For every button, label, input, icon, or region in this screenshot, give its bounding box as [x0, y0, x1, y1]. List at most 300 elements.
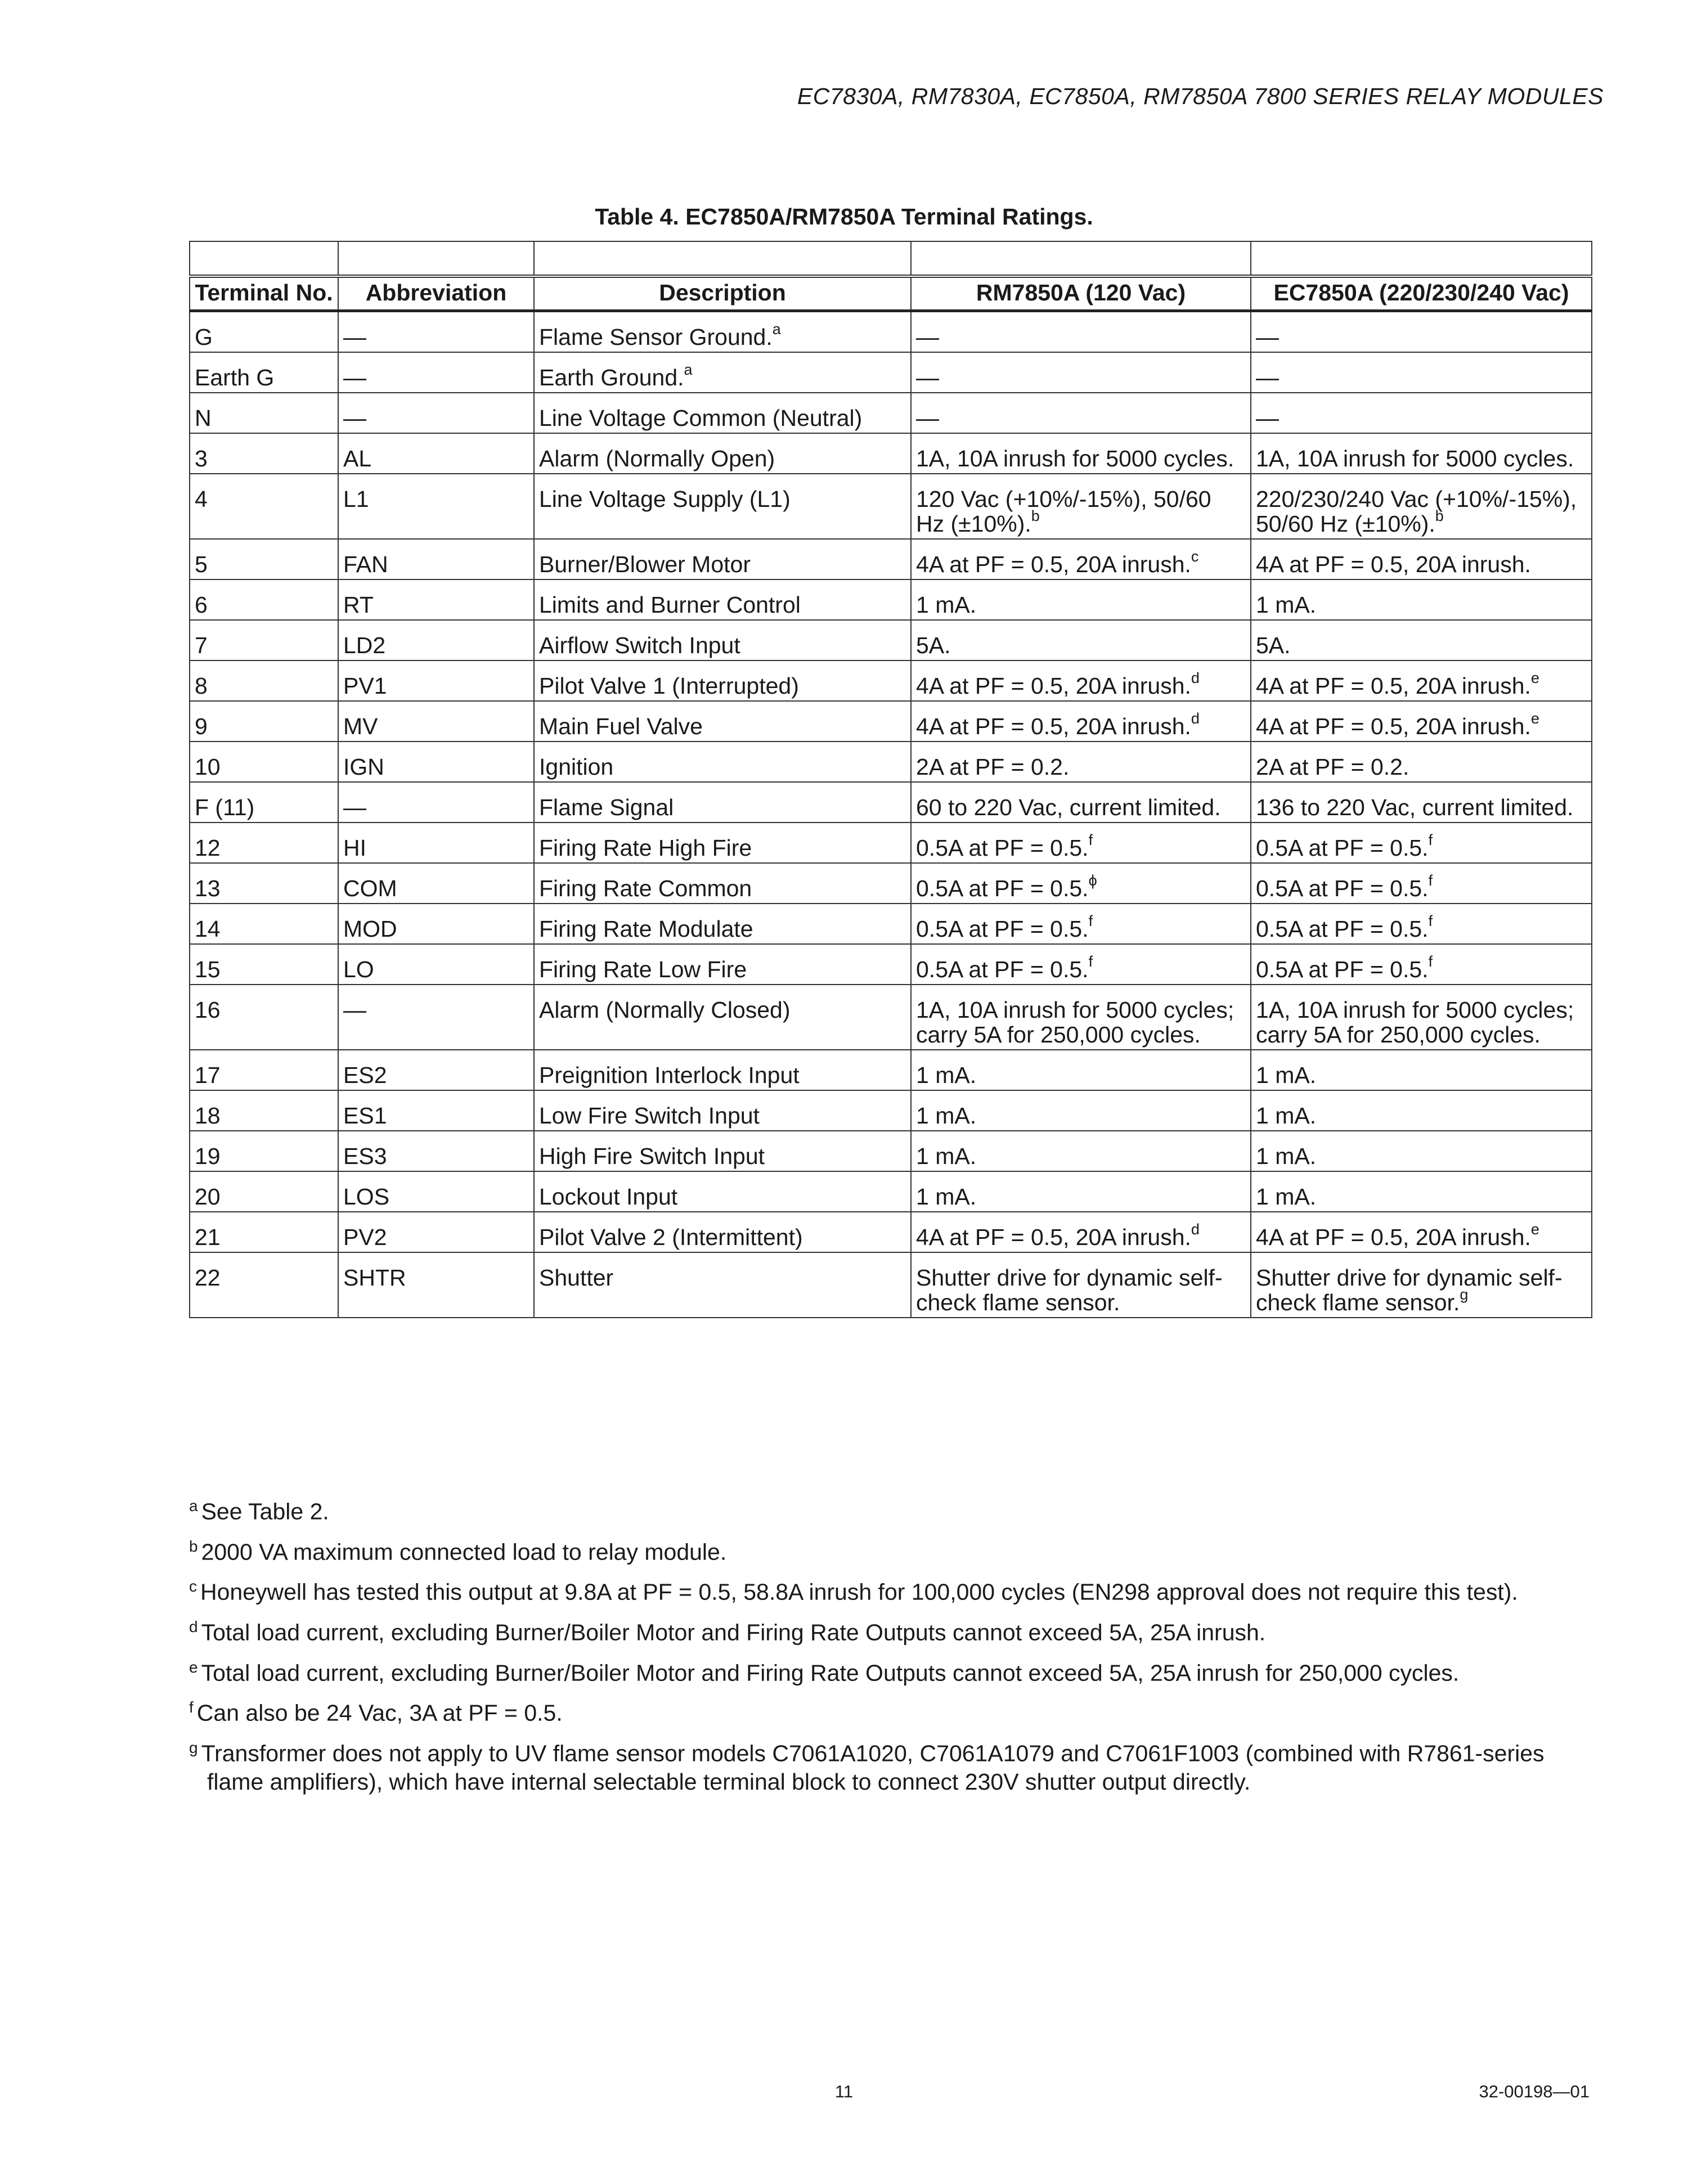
footnote-marker: e: [1530, 710, 1539, 727]
terminal-cell-text: F (11): [195, 794, 255, 820]
ec7850a-rating-cell-text: 2A at PF = 0.2.: [1256, 754, 1409, 780]
abbreviation-cell: [338, 1050, 534, 1090]
terminal-cell: [190, 311, 338, 353]
table-title: Table 4. EC7850A/RM7850A Terminal Ratings.: [595, 204, 1093, 230]
footnote-marker: f: [1088, 913, 1093, 930]
description-cell-text: Main Fuel Valve: [539, 713, 703, 739]
description-cell-text: Preignition Interlock Input: [539, 1062, 800, 1088]
abbreviation-cell: [338, 1252, 534, 1318]
footnote-marker: d: [1191, 710, 1200, 727]
description-cell: [534, 1212, 911, 1252]
rm7850a-rating-cell-text: 4A at PF = 0.5, 20A inrush.: [916, 673, 1191, 699]
abbreviation-cell: [338, 863, 534, 904]
rm7850a-rating-cell-text: —: [916, 405, 939, 431]
table-row: [190, 863, 1592, 904]
abbreviation-cell-text: ES3: [343, 1143, 387, 1169]
description-cell-text: Low Fire Switch Input: [539, 1103, 760, 1129]
terminal-cell: [190, 579, 338, 620]
footnote-marker: d: [1191, 669, 1200, 687]
table-footnotes: [189, 1492, 1591, 1803]
rm7850a-rating-cell-text: 60 to 220 Vac, current limited.: [916, 794, 1221, 820]
terminal-cell: [190, 782, 338, 823]
abbreviation-cell-text: MV: [343, 713, 378, 739]
abbreviation-cell-text: AL: [343, 446, 372, 471]
ec7850a-rating-cell-text: 0.5A at PF = 0.5.: [1256, 835, 1429, 861]
terminal-cell: [190, 1252, 338, 1318]
ec7850a-rating-cell: [1251, 311, 1592, 353]
terminal-cell: [190, 1050, 338, 1090]
abbreviation-cell-text: HI: [343, 835, 366, 861]
rm7850a-rating-cell-text: 1A, 10A inrush for 5000 cycles.: [916, 446, 1234, 471]
footnote-marker: f: [1088, 953, 1093, 970]
abbreviation-cell: [338, 474, 534, 539]
description-cell: [534, 1131, 911, 1171]
terminal-cell-text: 7: [195, 632, 208, 658]
description-cell-text: Alarm (Normally Open): [539, 446, 775, 471]
rm7850a-rating-cell: [911, 1212, 1251, 1252]
terminal-cell: [190, 1212, 338, 1252]
description-cell-text: Burner/Blower Motor: [539, 551, 751, 577]
terminal-cell-text: 5: [195, 551, 208, 577]
rm7850a-rating-cell: [911, 579, 1251, 620]
footnote-marker: f: [1428, 913, 1433, 930]
terminal-cell-text: G: [195, 324, 213, 350]
terminal-cell: [190, 1131, 338, 1171]
description-cell: [534, 823, 911, 863]
ec7850a-rating-cell: [1251, 352, 1592, 393]
abbreviation-cell: [338, 742, 534, 782]
terminal-cell-text: 19: [195, 1143, 221, 1169]
table-row: [190, 742, 1592, 782]
rm7850a-rating-cell-text: —: [916, 324, 939, 350]
rm7850a-rating-cell-text: 4A at PF = 0.5, 20A inrush.: [916, 713, 1191, 739]
abbreviation-cell-text: PV2: [343, 1224, 387, 1250]
terminal-cell: [190, 539, 338, 579]
description-cell-text: Line Voltage Common (Neutral): [539, 405, 863, 431]
document-number: 32-00198—01: [1479, 2082, 1590, 2101]
ec7850a-rating-cell-text: 1 mA.: [1256, 1184, 1317, 1210]
terminal-cell-text: 3: [195, 446, 208, 471]
abbreviation-cell-text: —: [343, 794, 366, 820]
terminal-cell-text: 13: [195, 875, 221, 901]
footnote-marker: f: [1428, 832, 1433, 849]
ec7850a-rating-cell-text: 1A, 10A inrush for 5000 cycles; carry 5A for 250,000 cycles.: [1256, 997, 1574, 1048]
rm7850a-rating-cell: [911, 1090, 1251, 1131]
description-cell-text: Line Voltage Supply (L1): [539, 486, 791, 512]
rm7850a-rating-cell: [911, 620, 1251, 660]
terminal-cell-text: 9: [195, 713, 208, 739]
description-cell: [534, 863, 911, 904]
table-row: [190, 1252, 1592, 1318]
footnote: [189, 1533, 1591, 1566]
rm7850a-rating-cell: [911, 474, 1251, 539]
rm7850a-rating-cell-text: 2A at PF = 0.2.: [916, 754, 1070, 780]
abbreviation-cell-text: —: [343, 997, 366, 1023]
terminal-cell: [190, 393, 338, 433]
footnote-marker: e: [1530, 1221, 1539, 1238]
description-cell: [534, 782, 911, 823]
abbreviation-cell-text: ES2: [343, 1062, 387, 1088]
rm7850a-rating-cell: [911, 782, 1251, 823]
ec7850a-rating-cell: [1251, 904, 1592, 944]
abbreviation-cell-text: —: [343, 405, 366, 431]
ec7850a-rating-cell: [1251, 944, 1592, 985]
terminal-ratings-table: [189, 241, 1592, 1318]
description-cell-text: Shutter: [539, 1265, 614, 1291]
terminal-cell-text: 15: [195, 956, 221, 982]
footnote-marker: d: [1191, 1221, 1200, 1238]
table-row: [190, 1050, 1592, 1090]
table-row: [190, 782, 1592, 823]
description-cell: [534, 904, 911, 944]
description-cell-text: Limits and Burner Control: [539, 592, 801, 618]
footnote-marker: g: [1460, 1286, 1469, 1304]
abbreviation-cell-text: —: [343, 365, 366, 390]
column-header: Terminal No.: [190, 276, 338, 311]
terminal-cell-text: 4: [195, 486, 208, 512]
table-row: [190, 904, 1592, 944]
terminal-cell: [190, 823, 338, 863]
abbreviation-cell-text: IGN: [343, 754, 384, 780]
terminal-cell-text: 20: [195, 1184, 221, 1210]
abbreviation-cell: [338, 660, 534, 701]
table-row: [190, 579, 1592, 620]
description-cell-text: Ignition: [539, 754, 614, 780]
description-cell: [534, 1090, 911, 1131]
footnote: [189, 1572, 1591, 1606]
abbreviation-cell: [338, 1212, 534, 1252]
rm7850a-rating-cell: [911, 985, 1251, 1050]
ec7850a-rating-cell: [1251, 1090, 1592, 1131]
terminal-cell-text: 22: [195, 1265, 221, 1291]
description-cell-text: Flame Signal: [539, 794, 674, 820]
ec7850a-rating-cell: [1251, 1131, 1592, 1171]
column-header: RM7850A (120 Vac): [911, 276, 1251, 311]
ec7850a-rating-cell: [1251, 433, 1592, 474]
rm7850a-rating-cell-text: 0.5A at PF = 0.5.: [916, 956, 1089, 982]
ec7850a-rating-cell-text: Shutter drive for dynamic self-check flame sensor.: [1256, 1265, 1563, 1315]
table-row: [190, 352, 1592, 393]
ec7850a-rating-cell: [1251, 701, 1592, 742]
abbreviation-cell: [338, 944, 534, 985]
rm7850a-rating-cell: [911, 904, 1251, 944]
description-cell-text: Firing Rate High Fire: [539, 835, 752, 861]
terminal-cell: [190, 742, 338, 782]
ec7850a-rating-cell-text: 136 to 220 Vac, current limited.: [1256, 794, 1574, 820]
abbreviation-cell-text: —: [343, 324, 366, 350]
abbreviation-cell: [338, 1090, 534, 1131]
rm7850a-rating-cell: [911, 539, 1251, 579]
abbreviation-cell-text: LOS: [343, 1184, 390, 1210]
footnote-text: Transformer does not apply to UV flame sensor models C7061A1020, C7061A1079 and C7061F1003 (combined with R7861-series flame amplifiers), which have internal selectable terminal block to connect 230V shutter output directly.: [201, 1740, 1545, 1795]
ec7850a-rating-cell-text: 4A at PF = 0.5, 20A inrush.: [1256, 673, 1531, 699]
document-header: EC7830A, RM7830A, EC7850A, RM7850A 7800 SERIES RELAY MODULES: [797, 83, 1604, 109]
abbreviation-cell: [338, 433, 534, 474]
abbreviation-cell: [338, 985, 534, 1050]
rm7850a-rating-cell-text: 1 mA.: [916, 1103, 977, 1129]
description-cell: [534, 620, 911, 660]
ec7850a-rating-cell-text: 1 mA.: [1256, 1103, 1317, 1129]
rm7850a-rating-cell: [911, 742, 1251, 782]
rm7850a-rating-cell: [911, 823, 1251, 863]
footnote: [189, 1653, 1591, 1687]
ec7850a-rating-cell: [1251, 985, 1592, 1050]
terminal-cell: [190, 904, 338, 944]
abbreviation-cell-text: L1: [343, 486, 369, 512]
description-cell: [534, 474, 911, 539]
abbreviation-cell-text: ES1: [343, 1103, 387, 1129]
description-cell: [534, 944, 911, 985]
terminal-cell: [190, 701, 338, 742]
ec7850a-rating-cell: [1251, 660, 1592, 701]
description-cell-text: Pilot Valve 1 (Interrupted): [539, 673, 799, 699]
footnote-mark: b: [189, 1537, 198, 1555]
ec7850a-rating-cell: [1251, 1252, 1592, 1318]
description-cell-text: Pilot Valve 2 (Intermittent): [539, 1224, 803, 1250]
description-cell-text: Lockout Input: [539, 1184, 678, 1210]
description-cell-text: Firing Rate Common: [539, 875, 752, 901]
terminal-cell-text: 16: [195, 997, 221, 1023]
abbreviation-cell: [338, 352, 534, 393]
ec7850a-rating-cell-text: 1 mA.: [1256, 1062, 1317, 1088]
rm7850a-rating-cell-text: Shutter drive for dynamic self-check flame sensor.: [916, 1265, 1223, 1315]
rm7850a-rating-cell: [911, 1171, 1251, 1212]
description-cell-text: Firing Rate Modulate: [539, 916, 753, 942]
terminal-cell-text: 12: [195, 835, 221, 861]
terminal-cell: [190, 474, 338, 539]
table-row: [190, 944, 1592, 985]
terminal-cell-text: N: [195, 405, 212, 431]
table-row: [190, 393, 1592, 433]
ec7850a-rating-cell: [1251, 539, 1592, 579]
ec7850a-rating-cell: [1251, 1050, 1592, 1090]
rm7850a-rating-cell-text: 4A at PF = 0.5, 20A inrush.: [916, 551, 1191, 577]
ec7850a-rating-cell: [1251, 1171, 1592, 1212]
description-cell-text: Flame Sensor Ground.: [539, 324, 773, 350]
rm7850a-rating-cell: [911, 1050, 1251, 1090]
abbreviation-cell: [338, 782, 534, 823]
table-row: [190, 660, 1592, 701]
ec7850a-rating-cell-text: 4A at PF = 0.5, 20A inrush.: [1256, 713, 1531, 739]
table-row: [190, 1171, 1592, 1212]
footnote-text: Total load current, excluding Burner/Boiler Motor and Firing Rate Outputs cannot exceed 5A, 25A inrush.: [201, 1619, 1266, 1646]
terminal-cell: [190, 985, 338, 1050]
rm7850a-rating-cell: [911, 1131, 1251, 1171]
abbreviation-cell-text: COM: [343, 875, 397, 901]
footnote: [189, 1613, 1591, 1647]
rm7850a-rating-cell: [911, 352, 1251, 393]
terminal-cell-text: 8: [195, 673, 208, 699]
abbreviation-cell: [338, 620, 534, 660]
footnote-marker: a: [684, 361, 693, 379]
column-header: EC7850A (220/230/240 Vac): [1251, 276, 1592, 311]
footnote-marker: b: [1031, 507, 1040, 525]
abbreviation-cell: [338, 823, 534, 863]
rm7850a-rating-cell-text: 5A.: [916, 632, 951, 658]
rm7850a-rating-cell-text: 120 Vac (+10%/-15%), 50/60 Hz (±10%).: [916, 486, 1211, 537]
rm7850a-rating-cell: [911, 660, 1251, 701]
description-cell-text: Airflow Switch Input: [539, 632, 740, 658]
footnote-text: See Table 2.: [201, 1498, 329, 1525]
terminal-cell: [190, 1171, 338, 1212]
table-row: [190, 474, 1592, 539]
description-cell: [534, 1050, 911, 1090]
terminal-cell-text: Earth G: [195, 365, 275, 390]
footnote-text: Total load current, excluding Burner/Boiler Motor and Firing Rate Outputs cannot exceed 5A, 25A inrush for 250,000 cycles.: [201, 1660, 1460, 1686]
ec7850a-rating-cell: [1251, 823, 1592, 863]
rm7850a-rating-cell-text: 1 mA.: [916, 1184, 977, 1210]
rm7850a-rating-cell-text: 4A at PF = 0.5, 20A inrush.: [916, 1224, 1191, 1250]
abbreviation-cell-text: RT: [343, 592, 374, 618]
rm7850a-rating-cell-text: 1A, 10A inrush for 5000 cycles; carry 5A for 250,000 cycles.: [916, 997, 1234, 1048]
terminal-cell: [190, 944, 338, 985]
footnote: [189, 1734, 1591, 1796]
ec7850a-rating-cell-text: 1A, 10A inrush for 5000 cycles.: [1256, 446, 1574, 471]
description-cell: [534, 660, 911, 701]
rm7850a-rating-cell-text: —: [916, 365, 939, 390]
column-header: Description: [534, 276, 911, 311]
ec7850a-rating-cell-text: 4A at PF = 0.5, 20A inrush.: [1256, 551, 1531, 577]
rm7850a-rating-cell-text: 0.5A at PF = 0.5.: [916, 875, 1089, 901]
footnote-marker: b: [1435, 507, 1444, 525]
ec7850a-rating-cell-text: 0.5A at PF = 0.5.: [1256, 956, 1429, 982]
rm7850a-rating-cell-text: 1 mA.: [916, 1143, 977, 1169]
abbreviation-cell: [338, 579, 534, 620]
rm7850a-rating-cell: [911, 701, 1251, 742]
ec7850a-rating-cell-text: 5A.: [1256, 632, 1291, 658]
table-row: [190, 620, 1592, 660]
description-cell-text: Earth Ground.: [539, 365, 684, 390]
abbreviation-cell: [338, 1171, 534, 1212]
terminal-cell: [190, 660, 338, 701]
table-row: [190, 1090, 1592, 1131]
footnote-text: Honeywell has tested this output at 9.8A at PF = 0.5, 58.8A inrush for 100,000 cycles (EN298 approval does not require this test).: [200, 1579, 1518, 1605]
ec7850a-rating-cell: [1251, 393, 1592, 433]
abbreviation-cell: [338, 1131, 534, 1171]
footnote-mark: f: [189, 1698, 194, 1716]
ec7850a-rating-cell: [1251, 620, 1592, 660]
rm7850a-rating-cell: [911, 863, 1251, 904]
rm7850a-rating-cell-text: 1 mA.: [916, 592, 977, 618]
abbreviation-cell: [338, 311, 534, 353]
description-cell-text: Alarm (Normally Closed): [539, 997, 791, 1023]
footnote-marker: f: [1428, 953, 1433, 970]
description-cell-text: Firing Rate Low Fire: [539, 956, 747, 982]
footnote-marker: a: [772, 321, 781, 338]
abbreviation-cell: [338, 701, 534, 742]
footnote-text: Can also be 24 Vac, 3A at PF = 0.5.: [196, 1700, 563, 1726]
footnote-mark: a: [189, 1497, 198, 1515]
terminal-cell: [190, 863, 338, 904]
abbreviation-cell-text: LD2: [343, 632, 386, 658]
table-row: [190, 823, 1592, 863]
description-cell: [534, 701, 911, 742]
footnote-marker: f: [1088, 832, 1093, 849]
abbreviation-cell-text: FAN: [343, 551, 388, 577]
terminal-cell-text: 17: [195, 1062, 221, 1088]
table-row: [190, 1212, 1592, 1252]
ec7850a-rating-cell: [1251, 1212, 1592, 1252]
footnote-marker: f: [1428, 872, 1433, 889]
terminal-cell: [190, 1090, 338, 1131]
column-header: Abbreviation: [338, 276, 534, 311]
abbreviation-cell: [338, 393, 534, 433]
abbreviation-cell-text: LO: [343, 956, 374, 982]
ec7850a-rating-cell: [1251, 742, 1592, 782]
ec7850a-rating-cell-text: 1 mA.: [1256, 592, 1317, 618]
page-number: 11: [834, 2082, 854, 2101]
terminal-cell: [190, 352, 338, 393]
rm7850a-rating-cell: [911, 1252, 1251, 1318]
table-header-row: [190, 276, 1592, 311]
footnote-text: 2000 VA maximum connected load to relay module.: [201, 1539, 727, 1565]
table-row: [190, 433, 1592, 474]
table-row: [190, 1131, 1592, 1171]
footnote-mark: c: [189, 1578, 197, 1596]
footnote-marker: e: [1530, 669, 1539, 687]
rm7850a-rating-cell-text: 1 mA.: [916, 1062, 977, 1088]
abbreviation-cell-text: MOD: [343, 916, 397, 942]
footnote: [189, 1492, 1591, 1526]
terminal-cell-text: 21: [195, 1224, 221, 1250]
ec7850a-rating-cell-text: 0.5A at PF = 0.5.: [1256, 916, 1429, 942]
table-top-spacer-row: [190, 241, 1592, 276]
terminal-cell: [190, 433, 338, 474]
description-cell-text: High Fire Switch Input: [539, 1143, 765, 1169]
table-row: [190, 539, 1592, 579]
description-cell: [534, 433, 911, 474]
terminal-cell-text: 6: [195, 592, 208, 618]
description-cell: [534, 539, 911, 579]
footnote-mark: e: [189, 1658, 198, 1676]
ec7850a-rating-cell-text: —: [1256, 365, 1279, 390]
rm7850a-rating-cell: [911, 311, 1251, 353]
description-cell: [534, 1171, 911, 1212]
ec7850a-rating-cell-text: —: [1256, 405, 1279, 431]
description-cell: [534, 352, 911, 393]
rm7850a-rating-cell: [911, 944, 1251, 985]
rm7850a-rating-cell: [911, 393, 1251, 433]
description-cell: [534, 393, 911, 433]
ec7850a-rating-cell: [1251, 474, 1592, 539]
ec7850a-rating-cell: [1251, 863, 1592, 904]
rm7850a-rating-cell-text: 0.5A at PF = 0.5.: [916, 916, 1089, 942]
description-cell: [534, 742, 911, 782]
ec7850a-rating-cell: [1251, 579, 1592, 620]
ec7850a-rating-cell-text: 0.5A at PF = 0.5.: [1256, 875, 1429, 901]
terminal-cell: [190, 620, 338, 660]
ec7850a-rating-cell-text: 1 mA.: [1256, 1143, 1317, 1169]
abbreviation-cell-text: PV1: [343, 673, 387, 699]
description-cell: [534, 985, 911, 1050]
footnote-marker: ϕ: [1088, 872, 1097, 889]
description-cell: [534, 311, 911, 353]
rm7850a-rating-cell: [911, 433, 1251, 474]
ec7850a-rating-cell-text: 220/230/240 Vac (+10%/-15%), 50/60 Hz (±10%).: [1256, 486, 1577, 537]
terminal-cell-text: 10: [195, 754, 221, 780]
table-body: [190, 311, 1592, 1318]
abbreviation-cell-text: SHTR: [343, 1265, 406, 1291]
description-cell: [534, 1252, 911, 1318]
terminal-cell-text: 18: [195, 1103, 221, 1129]
description-cell: [534, 579, 911, 620]
rm7850a-rating-cell-text: 0.5A at PF = 0.5.: [916, 835, 1089, 861]
table-row: [190, 701, 1592, 742]
footnote-mark: d: [189, 1617, 198, 1635]
table-row: [190, 985, 1592, 1050]
abbreviation-cell: [338, 539, 534, 579]
ec7850a-rating-cell-text: 4A at PF = 0.5, 20A inrush.: [1256, 1224, 1531, 1250]
